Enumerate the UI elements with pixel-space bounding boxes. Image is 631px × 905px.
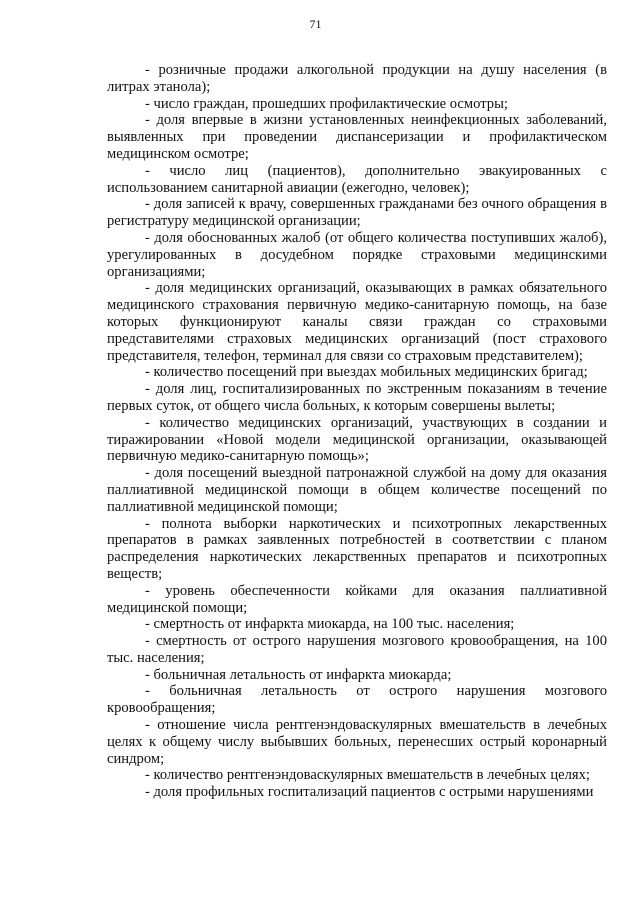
list-item: - розничные продажи алкогольной продукции на душу населения (в литрах этанола); [107,62,607,95]
list-item: - доля лиц, госпитализированных по экстренным показаниям в течение первых суток, от общего числа больных, к которым совершены вылеты; [107,381,607,414]
list-item: - доля записей к врачу, совершенных гражданами без очного обращения в регистратуру медицинской организации; [107,196,607,230]
list-item: - отношение числа рентгенэндоваскулярных вмешательств в лечебных целях к общему числу выбывших больных, перенесших острый коронарный синдром; [107,717,607,767]
list-item: - число граждан, прошедших профилактические осмотры; [145,95,508,112]
list-item: - смертность от инфаркта миокарда, на 100 тыс. населения; [145,616,515,633]
indicator-list [107,62,607,801]
list-item: - доля обоснованных жалоб (от общего количества поступивших жалоб), урегулированных в досудебном порядке страховыми медицинскими организациями; [107,229,607,280]
list-item: - уровень обеспеченности койками для оказания паллиативной медицинской помощи; [107,582,607,616]
list-item: - доля медицинских организаций, оказывающих в рамках обязательного медицинского страхования первичную медико-санитарную помощь, на базе которых функционируют каналы связи граждан со страховыми представителями страховых медицинских организаций (пост страхового представителя, телефон, терминал для связи со страховым представителем); [107,280,607,364]
list-item: - доля посещений выездной патронажной службой на дому для оказания паллиативной медицинской помощи в общем количестве посещений по паллиативной медицинской помощи; [107,465,607,515]
page-number: 71 [309,17,322,31]
list-item: - доля впервые в жизни установленных неинфекционных заболеваний, выявленных при проведении диспансеризации и профилактическом медицинском осмотре; [107,112,607,162]
list-item: - число лиц (пациентов), дополнительно эвакуированных с использованием санитарной авиации (ежегодно, человек); [107,162,607,196]
list-item: - количество посещений при выездах мобильных медицинских бригад; [145,364,588,381]
list-item: - больничная летальность от острого нарушения мозгового кровообращения; [107,683,607,717]
list-item: - количество медицинских организаций, участвующих в создании и тиражировании «Новой модели медицинской организации, оказывающей первичную медико-санитарную помощь»; [107,414,607,465]
list-item: - больничная летальность от инфаркта миокарда; [145,666,452,683]
list-item: - полнота выборки наркотических и психотропных лекарственных препаратов в рамках заявленных потребностей в соответствии с планом распределения наркотических лекарственных препаратов и психотропных веществ; [107,515,607,582]
list-item: - доля профильных госпитализаций пациентов с острыми нарушениями [145,784,594,801]
list-item: - количество рентгенэндоваскулярных вмешательств в лечебных целях; [145,767,590,784]
list-item: - смертность от острого нарушения мозгового кровообращения, на 100 тыс. населения; [107,633,607,666]
